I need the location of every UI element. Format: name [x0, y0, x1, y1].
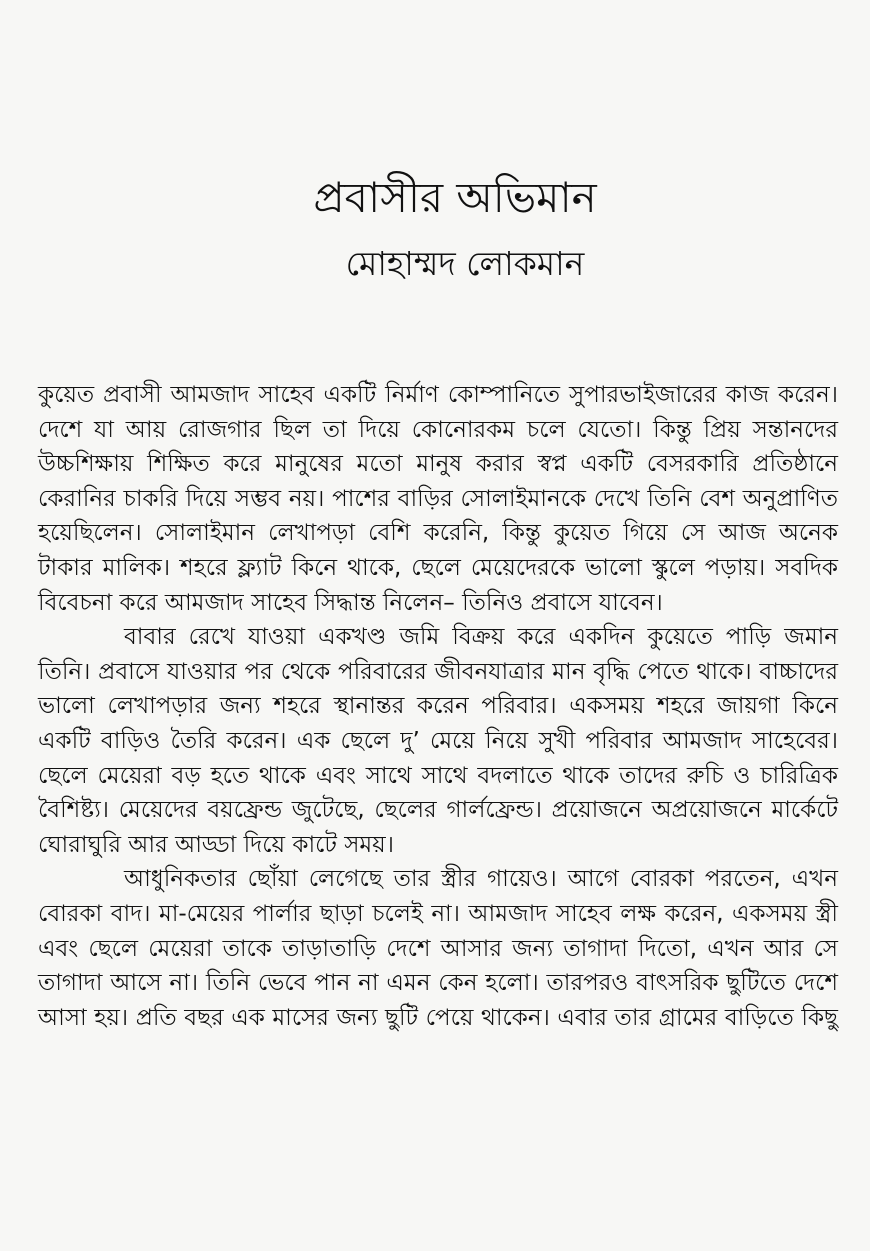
paragraph: আধুনিকতার ছোঁয়া লেগেছে তার স্ত্রীর গায়েও। আগে বোরকা পরতেন, এখন বোরকা বাদ। মা-মেয়ের পার্লার ছাড়া চলেই না। আমজাদ সাহেব লক্ষ করেন, একসময় স্ত্রী এবং ছেলে মেয়েরা তাকে তাড়াতাড়ি দেশে আসার জন্য তাগাদা দিতো, এখন আর সে তাগাদা আসে না। তিনি ভেবে পান না এমন কেন হলো। তারপরও বাৎসরিক ছুটিতে দেশে আসা হয়। প্রতি বছর এক মাসের জন্য ছুটি পেয়ে থাকেন। এবার তার গ্রামের বাড়িতে কিছু	[38, 866, 838, 1031]
paragraph: কুয়েত প্রবাসী আমজাদ সাহেব একটি নির্মাণ কোম্পানিতে সুপারভাইজারের কাজ করেন। দেশে যা আয় রোজগার ছিল তা দিয়ে কোনোরকম চলে যেতো। কিন্তু প্রিয় সন্তানদের উচ্চশিক্ষায় শিক্ষিত করে মানুষের মতো মানুষ করার স্বপ্ন একটি বেসরকারি প্রতিষ্ঠানে কেরানির চাকরি দিয়ে সম্ভব নয়। পাশের বাড়ির সোলাইমানকে দেখে তিনি বেশ অনুপ্রাণিত হয়েছিলেন। সোলাইমান লেখাপড়া বেশি করেনি, কিন্তু কুয়েত গিয়ে সে আজ অনেক টাকার মালিক। শহরে ফ্ল্যাট কিনে থাকে, ছেলে মেয়েদেরকে ভালো স্কুলে পড়ায়। সবদিক বিবেচনা করে আমজাদ সাহেব সিদ্ধান্ত নিলেন– তিনিও প্রবাসে যাবেন।	[38, 382, 838, 616]
article-body	[38, 378, 838, 1035]
paragraph: বাবার রেখে যাওয়া একখণ্ড জমি বিক্রয় করে একদিন কুয়েতে পাড়ি জমান তিনি। প্রবাসে যাওয়ার পর থেকে পরিবারের জীবনযাত্রার মান বৃদ্ধি পেতে থাকে। বাচ্চাদের ভালো লেখাপড়ার জন্য শহরে স্থানান্তর করেন পরিবার। একসময় শহরে জায়গা কিনে একটি বাড়িও তৈরি করেন। এক ছেলে দু’ মেয়ে নিয়ে সুখী পরিবার আমজাদ সাহেবের। ছেলে মেয়েরা বড় হতে থাকে এবং সাথে সাথে বদলাতে থাকে তাদের রুচি ও চারিত্রিক বৈশিষ্ট্য। মেয়েদের বয়ফ্রেন্ড জুটেছে, ছেলের গার্লফ্রেন্ড। প্রয়োজনে অপ্রয়োজনে মার্কেটে ঘোরাঘুরি আর আড্ডা দিয়ে কাটে সময়।	[38, 624, 838, 858]
author-name: মোহাম্মদ লোকমান	[345, 244, 585, 283]
page-title: প্রবাসীর অভিমান	[313, 173, 597, 222]
